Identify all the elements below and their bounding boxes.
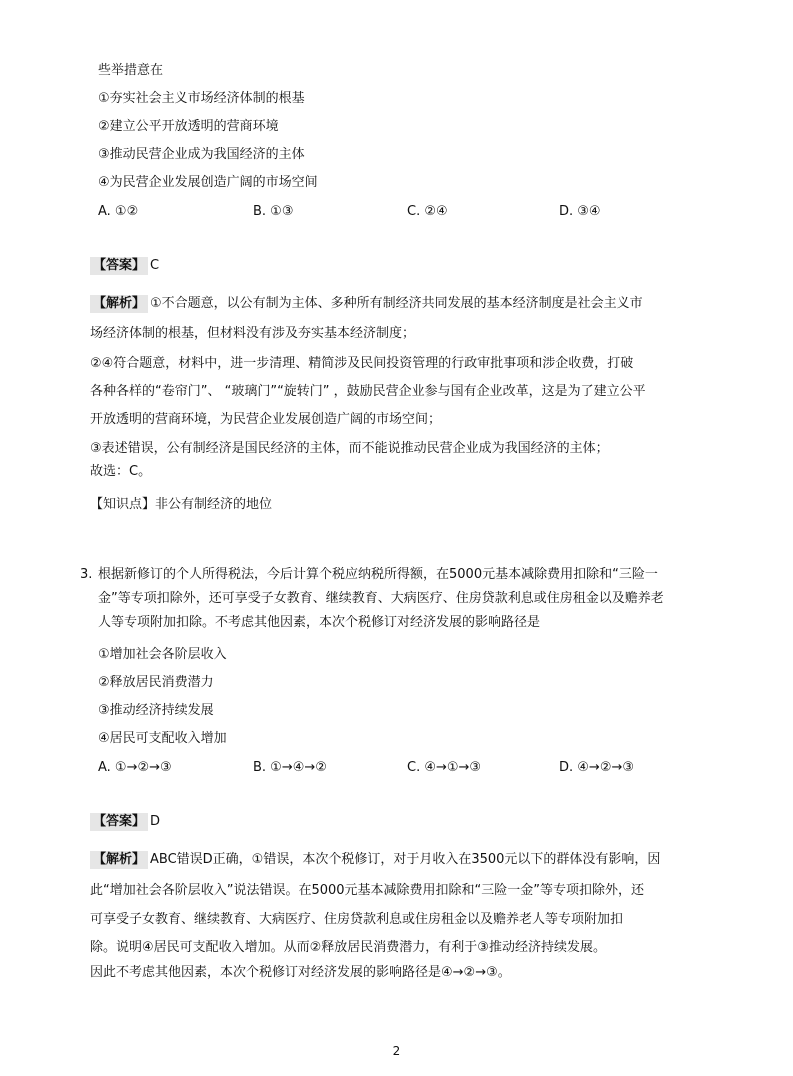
q2-option-d: D. ③④	[559, 204, 601, 219]
answer-tag: 【答案】	[90, 813, 148, 831]
answer-tag: 【答案】	[90, 257, 148, 275]
q3-option-d: D. ④→②→③	[559, 760, 635, 775]
answer-value: C	[150, 258, 160, 273]
q3-analysis-line-4: 除。说明④居民可支配收入增加。从而②释放居民消费潜力，有利于③推动经济持续发展。	[90, 940, 606, 955]
q3-statement-4: ④居民可支配收入增加	[98, 731, 227, 746]
q2-analysis-line-1	[90, 295, 643, 313]
analysis-text: ①不合题意，以公有制为主体、多种所有制经济共同发展的基本经济制度是社会主义市	[150, 296, 643, 311]
q2-analysis-line-5: 开放透明的营商环境，为民营企业发展创造广阔的市场空间；	[90, 412, 442, 427]
q2-analysis-line-2: 场经济体制的根基，但材料没有涉及夯实基本经济制度；	[90, 326, 416, 341]
q3-analysis-line-5: 因此不考虑其他因素，本次个税修订对经济发展的影响路径是④→②→③。	[90, 965, 511, 980]
q2-option-a: A. ①②	[98, 204, 139, 219]
q2-statement-1: ①夯实社会主义市场经济体制的根基	[98, 91, 305, 106]
q3-option-a: A. ①→②→③	[98, 760, 172, 775]
q2-stem-tail: 些举措意在	[98, 63, 164, 78]
q3-stem-line-2: 金”等专项扣除外，还可享受子女教育、继续教育、大病医疗、住房贷款利息或住房租金以及赡养老	[98, 591, 664, 606]
q3-statement-2: ②释放居民消费潜力	[98, 675, 214, 690]
q3-statement-3: ③推动经济持续发展	[98, 703, 214, 718]
q3-analysis-line-1	[90, 851, 660, 869]
q3-analysis-line-2: 此“增加社会各阶层收入”说法错误。在5000元基本减除费用扣除和“三险一金”等专项扣除外，还	[90, 883, 645, 898]
analysis-tag: 【解析】	[90, 295, 148, 313]
q2-analysis-line-7: 故选：C。	[90, 464, 152, 479]
page-number: 2	[392, 1044, 401, 1058]
q3-stem-line-3: 人等专项附加扣除。不考虑其他因素，本次个税修订对经济发展的影响路径是	[98, 615, 541, 630]
q3-option-c: C. ④→①→③	[407, 760, 482, 775]
q2-answer	[90, 257, 159, 275]
q2-statement-4: ④为民营企业发展创造广阔的市场空间	[98, 175, 318, 190]
q3-statement-1: ①增加社会各阶层收入	[98, 647, 227, 662]
q2-analysis-line-6: ③表述错误，公有制经济是国民经济的主体，而不能说推动民营企业成为我国经济的主体；	[90, 441, 609, 456]
q3-option-b: B. ①→④→②	[253, 760, 327, 775]
q3-answer	[90, 813, 160, 831]
q2-statement-3: ③推动民营企业成为我国经济的主体	[98, 147, 305, 162]
analysis-text: ABC错误D正确，①错误，本次个税修订，对于月收入在3500元以下的群体没有影响，因	[150, 852, 661, 867]
q3-stem-line-1: 根据新修订的个人所得税法，今后计算个税应纳税所得额，在5000元基本减除费用扣除和“三险一	[98, 567, 658, 582]
q2-analysis-line-3: ②④符合题意，材料中，进一步清理、精简涉及民间投资管理的行政审批事项和涉企收费，打破	[90, 356, 634, 371]
q2-option-c: C. ②④	[407, 204, 448, 219]
q2-analysis-line-4: 各种各样的“卷帘门”、 “玻璃门”“旋转门” ，鼓励民营企业参与国有企业改革，这是为了建立公平	[90, 384, 646, 399]
q3-analysis-line-3: 可享受子女教育、继续教育、大病医疗、住房贷款利息或住房租金以及赡养老人等专项附加扣	[90, 912, 624, 927]
q2-option-b: B. ①③	[253, 204, 294, 219]
answer-value: D	[150, 814, 161, 829]
q2-statement-2: ②建立公平开放透明的营商环境	[98, 119, 279, 134]
analysis-tag: 【解析】	[90, 851, 148, 869]
q3-number: 3.	[80, 567, 93, 582]
q2-knowledge-point: 【知识点】非公有制经济的地位	[90, 497, 273, 512]
